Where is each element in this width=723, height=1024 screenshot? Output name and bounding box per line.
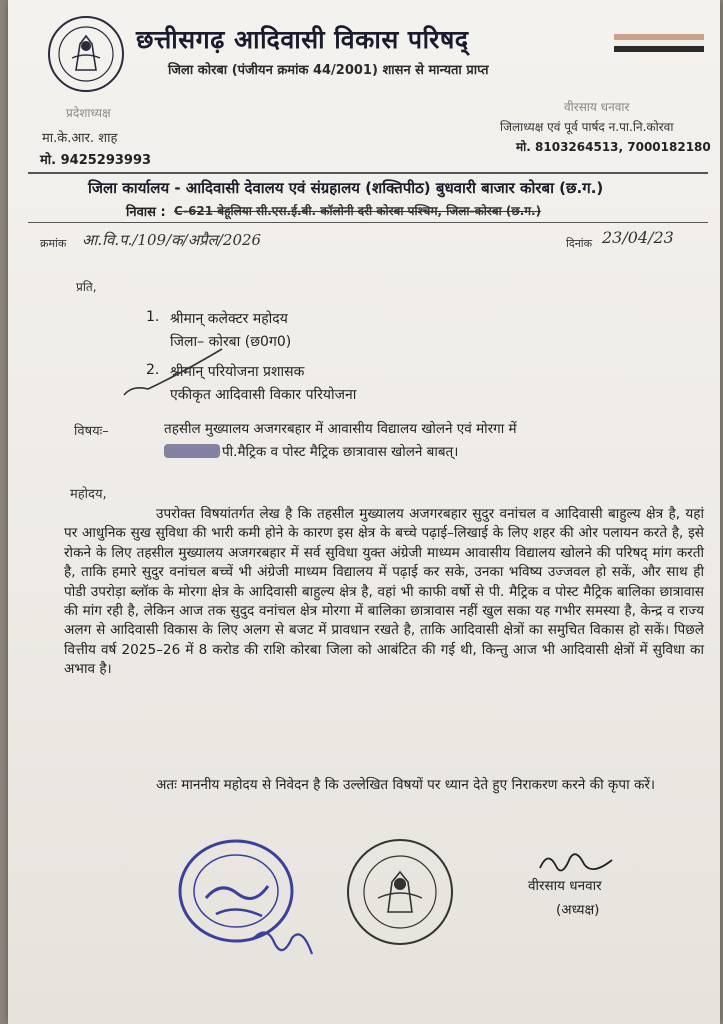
- reference-label: क्रमांक: [40, 237, 67, 250]
- organization-logo: [46, 14, 126, 94]
- date-label: दिनांक: [566, 237, 593, 250]
- right-official-phone: मो. 8103264513, 7000182180: [516, 140, 711, 154]
- tricolor-flag-icon: [614, 34, 704, 52]
- recipient-1-number: 1.: [146, 309, 160, 325]
- registration-line: जिला कोरबा (पंजीयन क्रमांक 44/2001) शासन से मान्यता प्राप्त: [168, 63, 489, 78]
- handwritten-signature: [536, 846, 616, 880]
- letter-body: उपरोक्त विषयांतर्गत लेख है कि तहसील मुख्यालय अजगरबहार सुदुर वनांचल व आदिवासी बाहुल्य क्षेत्र है, यहां पर आधुनिक सुख सुविधा की भारी कमी होने के कारण इस क्षेत्र के बच्चे पढ़ाई–लिखाई के लिए शहर की ओर पलायन करते है, इसे रोकने के लिए तहसील मुख्यालय अजगरबहार में सर्व सुविधा युक्त अंग्रेजी माध्यम आवासीय विद्यालय खोलने की परिषद् मांग करती है, ताकि हमारे सुदुर वनांचल बच्चें भी अंग्रेजी माध्यम विद्यालय में पढ़ाई कर सके, उनका भविष्य उज्जवल हो सकें, और साथ ही पोडी उपरोड़ा ब्लॉक के मोरगा क्षेत्र के आदिवासी बाहुल्य क्षेत्र है, वहां भी काफी वर्षो से पी. मैट्रिक व पोस्ट मैट्रिक बालिका छात्रावास की मांग रही है, लेकिन आज तक सुदुद वनांचल क्षेत्र मोरगा में बालिका छात्रावास नहीं खुल सका यह गभीर समस्या है, केन्द्र व राज्य अलग से आदिवासी विकास के लिए अलग से बजट में प्रावधान रखते है, ताकि आदिवासी क्षेत्रों का समुचित विकास हो सकें। पिछले वित्तीय वर्ष 2025–26 में 8 करोड की राशि कोरबा जिला को आबंटित की गई थी, किन्तु आज भी आदिवासी क्षेत्रों में सुविधा का अभाव है।: [64, 506, 704, 678]
- header-rule-bottom: [28, 222, 708, 223]
- recipient-2-number: 2.: [146, 362, 160, 378]
- handwritten-tick-mark-icon: [118, 345, 228, 405]
- left-official-name: मा.के.आर. शाह: [42, 131, 118, 146]
- date-value: 23/04/23: [602, 228, 674, 247]
- right-official-name: वीरसाय धनवार: [564, 100, 630, 114]
- recipient-1-title: श्रीमान् कलेक्टर महोदय: [170, 311, 288, 327]
- recipient-1-district: जिला– कोरबा (छ0ग0): [170, 334, 292, 350]
- letter-page: [8, 0, 720, 1024]
- left-official-role: प्रदेशाध्यक्ष: [66, 106, 111, 120]
- recipient-2-title: श्रीमान् परियोजना प्रशासक: [170, 364, 305, 380]
- header-rule-top: [28, 172, 708, 174]
- organization-title: छत्तीसगढ़ आदिवासी विकास परिषद्: [136, 25, 469, 54]
- struck-out-word-mark: [164, 444, 220, 458]
- recipient-2-office: एकीकृत आदिवासी विकार परियोजना: [170, 387, 357, 403]
- office-address: जिला कार्यालय - आदिवासी देवालय एवं संग्रहालय (शक्तिपीठ) बुधवारी बाजार कोरबा (छ.ग.): [88, 179, 604, 197]
- residence-label: निवास :: [126, 205, 166, 220]
- signatory-role: (अध्यक्ष): [556, 902, 600, 918]
- salutation: महोदय,: [70, 487, 107, 502]
- received-date-scribble: [248, 920, 318, 970]
- subject-label: विषयः–: [74, 424, 109, 439]
- letter-closing: अतः माननीय महोदय से निवेदन है कि उल्लेखित विषयों पर ध्यान देते हुए निराकरण करने की कृपा करें।: [156, 777, 656, 793]
- residence-address: C-621 बेहूलिया सी.एस.ई.बी. कॉलोनी दरी कोरबा पश्चिम, जिला-कोरबा (छ.ग.): [174, 204, 542, 218]
- signatory-name: वीरसाय धनवार: [528, 878, 602, 894]
- subject-line-2: पी.मैट्रिक व पोस्ट मैट्रिक छात्रावास खोलने बाबत्।: [222, 444, 459, 460]
- subject-line-1: तहसील मुख्यालय अजगरबहार में आवासीय विद्यालय खोलने एवं मोरगा में: [164, 421, 517, 437]
- to-label: प्रति,: [76, 280, 97, 294]
- organization-seal: [344, 836, 456, 948]
- left-official-phone: मो. 9425293993: [40, 153, 152, 168]
- reference-number: आ.वि.प./109/क/अप्रैल/2026: [82, 231, 262, 249]
- right-official-role: जिलाध्यक्ष एवं पूर्व पार्षद न.पा.नि.कोरवा: [500, 120, 674, 134]
